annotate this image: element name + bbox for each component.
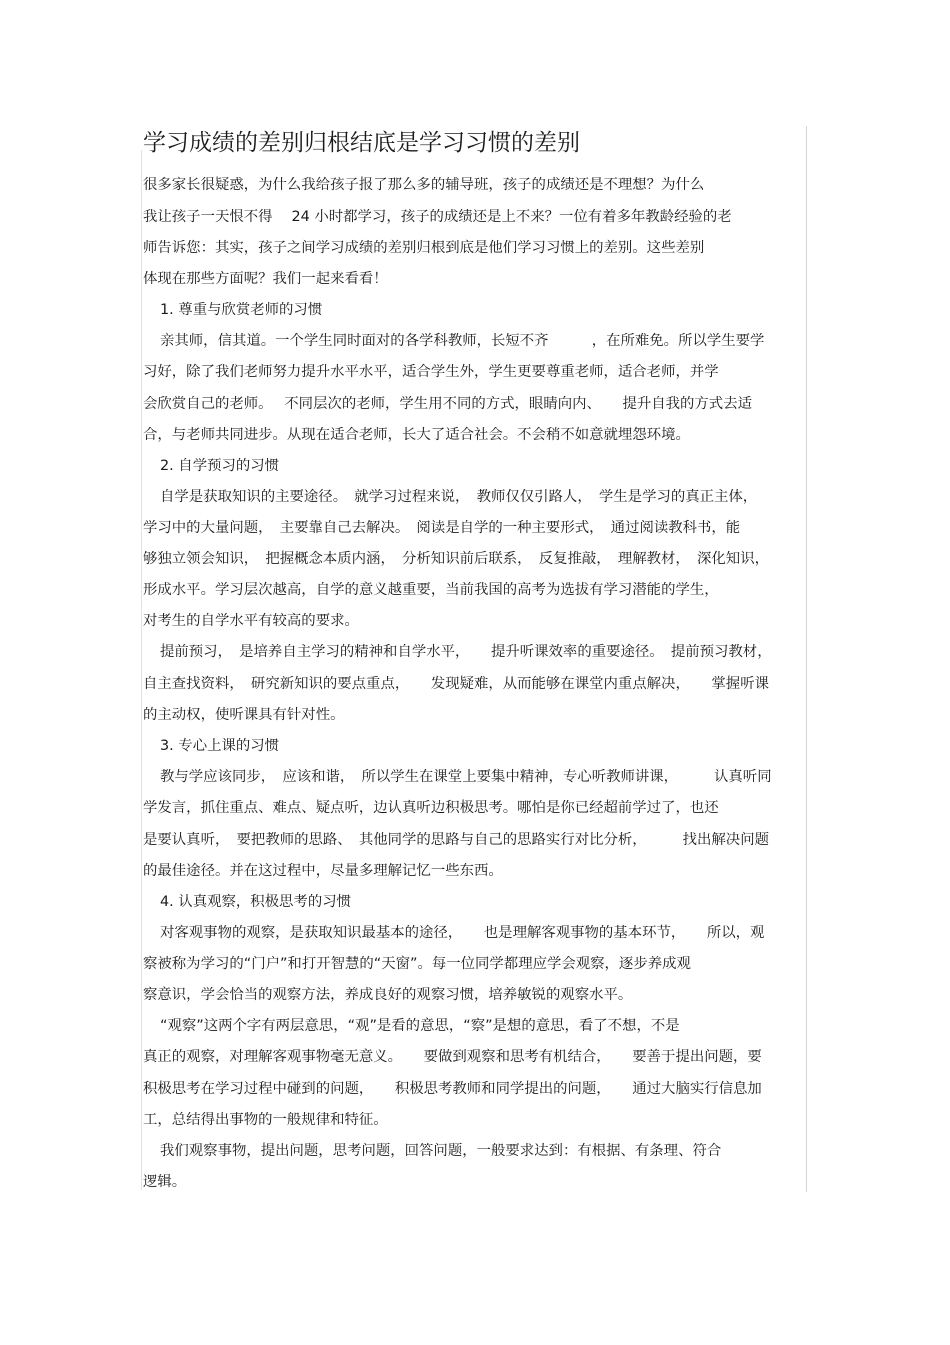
text-line: 工，总结得出事物的一般规律和特征。 [143, 1112, 388, 1128]
text-line: 我让孩子一天恨不得 24 小时都学习，孩子的成绩还是上不来？一位有着多年教龄经验的老 [143, 209, 732, 225]
text-line: 我们观察事物，提出问题，思考问题，回答问题，一般要求达到：有根据、有条理、符合 [160, 1143, 722, 1159]
text-line: 合，与老师共同进步。从现在适合老师，长大了适合社会。不会稍不如意就埋怨环境。 [143, 427, 690, 443]
text-line: 察被称为学习的“门户”和打开智慧的“天窗”。每一位同学都理应学会观察，逐步养成观 [143, 956, 691, 972]
text-line: 对客观事物的观察，是获取知识最基本的途径， 也是理解客观事物的基本环节， 所以，观 [160, 925, 765, 941]
text-line: 对考生的自学水平有较高的要求。 [143, 613, 359, 629]
text-line: 亲其师，信其道。一个学生同时面对的各学科教师，长短不齐 ，在所难免。所以学生要学 [160, 333, 765, 349]
text-line: 2. 自学预习的习惯 [160, 458, 280, 474]
text-line: 师告诉您：其实，孩子之间学习成绩的差别归根到底是他们学习习惯上的差别。这些差别 [143, 240, 705, 256]
text-line: 学习中的大量问题， 主要靠自己去解决。 阅读是自学的一种主要形式， 通过阅读教科书，能 [143, 520, 741, 536]
left-margin-line [141, 150, 142, 1190]
text-line: 3. 专心上课的习惯 [160, 738, 280, 754]
text-line: 自主查找资料， 研究新知识的要点重点， 发现疑难，从而能够在课堂内重点解决， 掌握听课 [143, 676, 769, 692]
text-line: 提前预习， 是培养自主学习的精神和自学水平， 提升听课效率的重要途径。 提前预习教材， [160, 644, 772, 660]
text-line: 体现在那些方面呢？我们一起来看看！ [143, 271, 388, 287]
text-line: 积极思考在学习过程中碰到的问题， 积极思考教师和同学提出的问题， 通过大脑实行信息加 [143, 1081, 762, 1097]
document-title: 学习成绩的差别归根结底是学习习惯的差别 [143, 130, 580, 156]
text-line: 很多家长很疑惑，为什么我给孩子报了那么多的辅导班，孩子的成绩还是不理想？为什么 [143, 177, 705, 193]
text-line: 察意识，学会恰当的观察方法，养成良好的观察习惯，培养敏锐的观察水平。 [143, 987, 633, 1003]
text-line: 1. 尊重与欣赏老师的习惯 [160, 302, 323, 318]
text-line: 的主动权，使听课具有针对性。 [143, 707, 345, 723]
text-line: 的最佳途径。并在这过程中，尽量多理解记忆一些东西。 [143, 863, 503, 879]
text-line: 形成水平。学习层次越高，自学的意义越重要，当前我国的高考为选拔有学习潜能的学生， [143, 582, 719, 598]
text-line: 会欣赏自己的老师。 不同层次的老师，学生用不同的方式，眼睛向内、 提升自我的方式去适 [143, 396, 752, 412]
text-line: 是要认真听， 要把教师的思路、 其他同学的思路与自己的思路实行对比分析， 找出解决问题 [143, 832, 769, 848]
text-line: 真正的观察，对理解客观事物毫无意义。 要做到观察和思考有机结合， 要善于提出问题，要 [143, 1049, 762, 1065]
text-line: 教与学应该同步， 应该和谐， 所以学生在课堂上要集中精神，专心听教师讲课， 认真听同 [160, 769, 772, 785]
text-line: 够独立领会知识， 把握概念本质内涵， 分析知识前后联系， 反复推敲， 理解教材， 深化知识， [143, 551, 769, 567]
text-line: 4. 认真观察，积极思考的习惯 [160, 894, 351, 910]
text-line: 习好，除了我们老师努力提升水平水平，适合学生外，学生更要尊重老师，适合老师，并学 [143, 364, 719, 380]
text-line: 学发言，抓住重点、难点、疑点听，边认真听边积极思考。哪怕是你已经超前学过了，也还 [143, 800, 719, 816]
text-line: “观察”这两个字有两层意思，“观”是看的意思，“察”是想的意思，看了不想，不是 [160, 1018, 680, 1034]
text-line: 逻辑。 [143, 1174, 187, 1190]
right-margin-line [806, 126, 807, 1192]
text-line: 自学是获取知识的主要途径。 就学习过程来说， 教师仅仅引路人， 学生是学习的真正主体， [160, 489, 758, 505]
